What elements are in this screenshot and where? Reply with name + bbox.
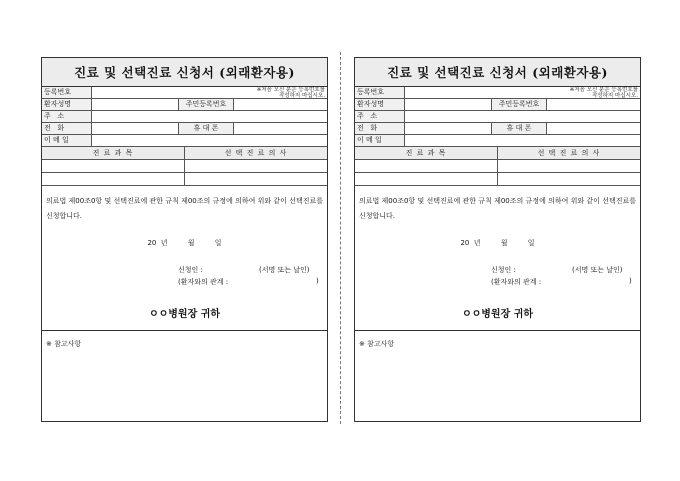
applicant-label: 신청인 : (178, 266, 203, 274)
relation-label: (환자와의 관계 : (491, 278, 542, 286)
field-registration-number[interactable] (405, 87, 640, 98)
declaration-section (355, 186, 640, 331)
label-resident-number: 주민등록번호 (178, 99, 234, 110)
signature-label: (서명 또는 날인) (572, 266, 623, 274)
label-patient-name: 환자성명 (355, 99, 405, 110)
row-email (42, 135, 327, 147)
table-header (42, 147, 327, 160)
row-registration-number (355, 87, 640, 99)
field-patient-name[interactable] (92, 99, 178, 110)
relation-line (491, 277, 632, 287)
label-phone: 전 화 (355, 123, 405, 134)
field-phone[interactable] (405, 123, 491, 134)
recipient: ㅇㅇ병원장 귀하 (461, 309, 534, 320)
label-phone: 전 화 (42, 123, 92, 134)
table-header (355, 147, 640, 160)
table-row (42, 173, 327, 186)
form-title: 진료 및 선택진료 신청서 (외래환자용) (42, 58, 327, 87)
application-form-left (41, 57, 328, 422)
label-email: 이 메 일 (355, 135, 405, 146)
declaration-text: 의료법 제00조0항 및 선택진료에 관한 규칙 제00조의 규정에 의하여 위와 같이 선택진료를 신청합니다. (46, 197, 323, 220)
header-department: 진 료 과 목 (42, 147, 185, 159)
date-day: 일 (527, 239, 535, 247)
row-address (355, 111, 640, 123)
field-department[interactable] (42, 173, 185, 185)
table-row (355, 160, 640, 173)
field-email[interactable] (405, 135, 640, 146)
application-form-right (354, 57, 641, 422)
label-resident-number: 주민등록번호 (491, 99, 547, 110)
applicant-line (491, 265, 623, 275)
field-doctor[interactable] (185, 160, 327, 172)
label-email: 이 메 일 (42, 135, 92, 146)
table-row (42, 160, 327, 173)
field-doctor[interactable] (185, 173, 327, 185)
table-row (355, 173, 640, 186)
row-phone (355, 123, 640, 135)
field-mobile[interactable] (234, 123, 327, 134)
field-resident-number[interactable] (234, 99, 327, 110)
signature-label: (서명 또는 날인) (259, 266, 310, 274)
label-address: 주 소 (42, 111, 92, 122)
field-department[interactable] (42, 160, 185, 172)
cut-line (340, 52, 341, 424)
date-year: 20 년 (147, 239, 168, 247)
field-mobile[interactable] (547, 123, 640, 134)
reference-notes: ※ 참고사항 (359, 340, 395, 348)
date-day: 일 (214, 239, 222, 247)
row-patient-name (42, 99, 327, 111)
applicant-label: 신청인 : (491, 266, 516, 274)
date-year: 20 년 (460, 239, 481, 247)
field-department[interactable] (355, 160, 498, 172)
field-address[interactable] (405, 111, 640, 122)
date-month: 월 (500, 239, 508, 247)
label-mobile: 휴 대 폰 (491, 123, 547, 134)
row-address (42, 111, 327, 123)
header-doctor: 선 택 진 료 의 사 (224, 149, 288, 157)
field-resident-number[interactable] (547, 99, 640, 110)
row-registration-number (42, 87, 327, 99)
date-month: 월 (187, 239, 195, 247)
field-address[interactable] (92, 111, 327, 122)
field-patient-name[interactable] (405, 99, 491, 110)
label-registration-number: 등록번호 (42, 87, 92, 98)
label-address: 주 소 (355, 111, 405, 122)
applicant-line (178, 265, 310, 275)
declaration-section (42, 186, 327, 331)
date-line (355, 238, 640, 248)
form-title: 진료 및 선택진료 신청서 (외래환자용) (355, 58, 640, 87)
row-patient-name (355, 99, 640, 111)
relation-close: ) (629, 277, 632, 285)
date-line (42, 238, 327, 248)
field-doctor[interactable] (498, 160, 640, 172)
header-doctor: 선 택 진 료 의 사 (537, 149, 601, 157)
relation-label: (환자와의 관계 : (178, 278, 229, 286)
field-phone[interactable] (92, 123, 178, 134)
field-doctor[interactable] (498, 173, 640, 185)
recipient: ㅇㅇ병원장 귀하 (148, 309, 221, 320)
row-phone (42, 123, 327, 135)
reference-notes: ※ 참고사항 (46, 340, 82, 348)
field-email[interactable] (92, 135, 327, 146)
declaration-text: 의료법 제00조0항 및 선택진료에 관한 규칙 제00조의 규정에 의하여 위와 같이 선택진료를 신청합니다. (359, 197, 636, 220)
label-patient-name: 환자성명 (42, 99, 92, 110)
relation-line (178, 277, 319, 287)
registration-note: ※처음 오신 분은 등록번호를 작성하지 마십시오. (256, 87, 325, 99)
field-registration-number[interactable] (92, 87, 327, 98)
field-department[interactable] (355, 173, 498, 185)
row-email (355, 135, 640, 147)
header-department: 진 료 과 목 (355, 147, 498, 159)
label-mobile: 휴 대 폰 (178, 123, 234, 134)
registration-note: ※처음 오신 분은 등록번호를 작성하지 마십시오. (569, 87, 638, 99)
label-registration-number: 등록번호 (355, 87, 405, 98)
relation-close: ) (316, 277, 319, 285)
